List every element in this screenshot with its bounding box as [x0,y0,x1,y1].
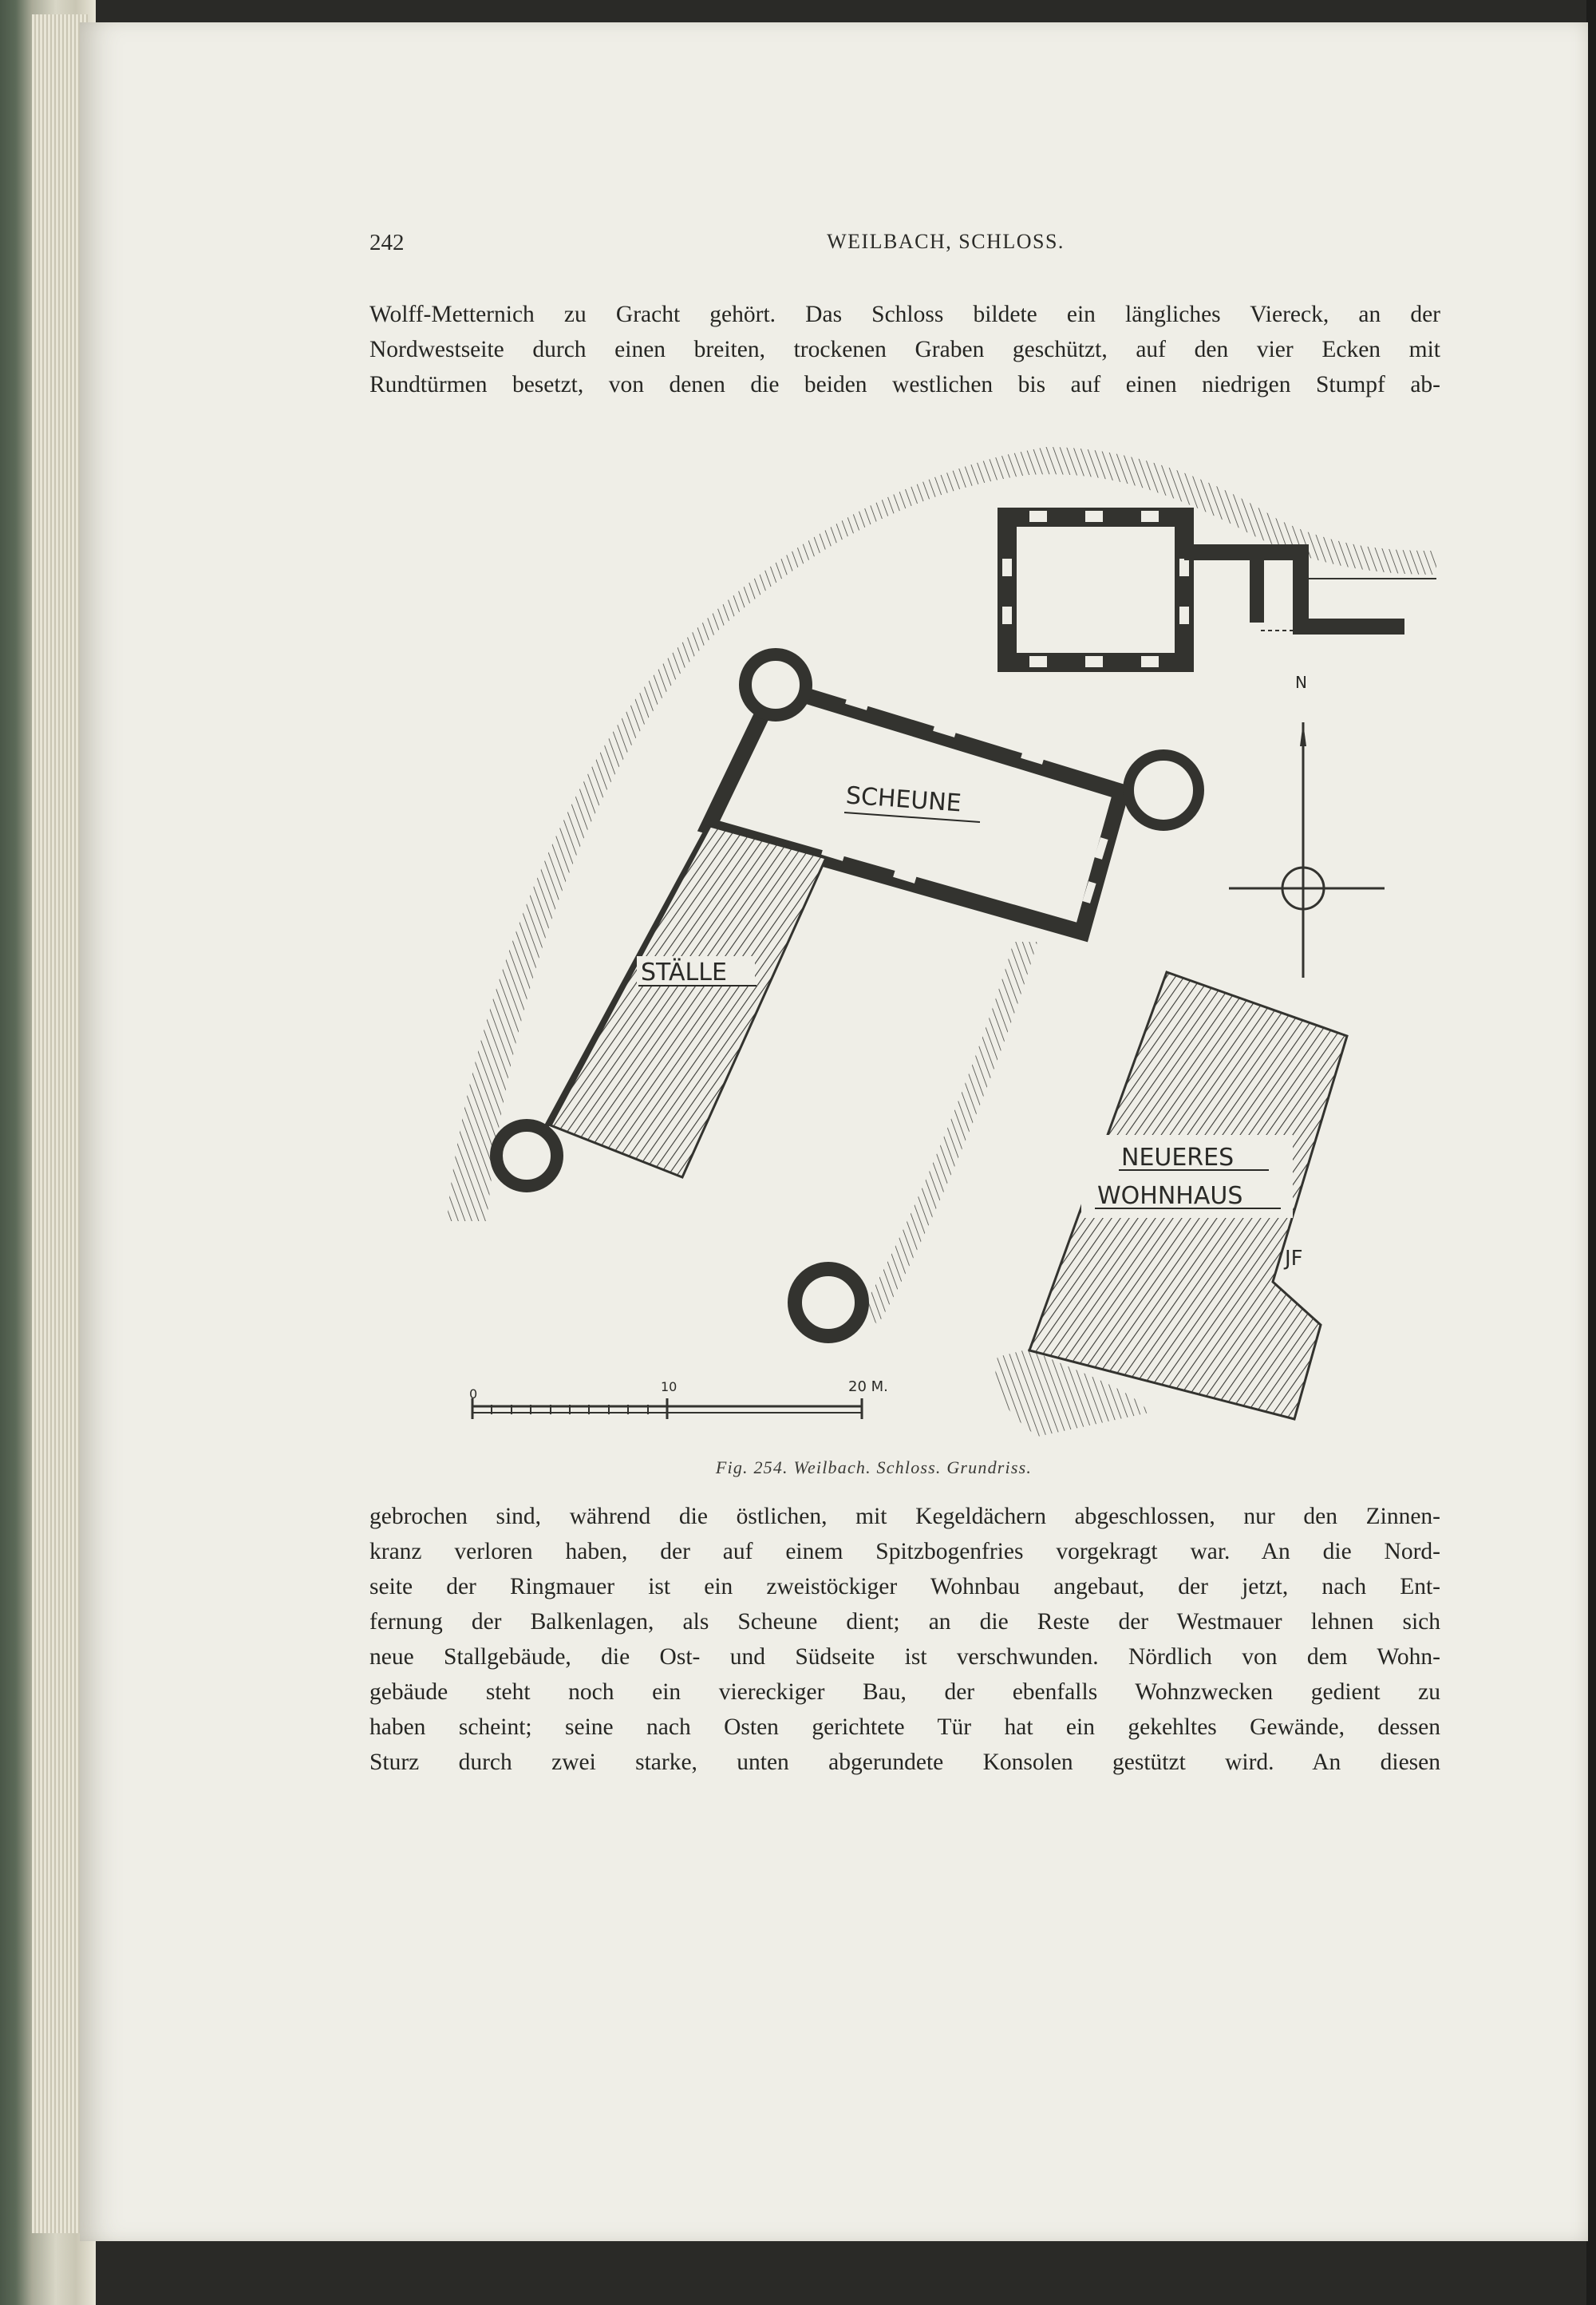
running-title: WEILBACH, SCHLOSS. [827,230,1065,253]
text-line: seite der Ringmauer ist ein zweistöckiger Wohnbau angebaut, der jetzt, nach Ent- [369,1574,1440,1599]
text-line: fernung der Balkenlagen, als Scheune dient; an die Reste der Westmauer lehnen sich [369,1609,1440,1635]
text-line: kranz verloren haben, der auf einem Spitzbogenfries vorgekragt war. An die Nord- [369,1539,1440,1564]
text-line: Nordwestseite durch einen breiten, trockenen Graben geschützt, auf den vier Ecken mit [369,337,1440,362]
tower-nw [745,654,806,715]
moat-inner [862,942,1037,1325]
text-line: haben scheint; seine nach Osten gerichtete Tür hat ein gekehltes Gewände, dessen [369,1714,1440,1740]
text-line: gebrochen sind, während die östlichen, mit Kegeldächern abgeschlossen, nur den Zinnen- [369,1504,1440,1529]
text-line: neue Stallgebäude, die Ost- und Südseite ist verschwunden. Nördlich von dem Wohn- [369,1644,1440,1670]
tower-se [795,1269,862,1336]
scale-bar [469,1378,888,1419]
scale-start: 0 [469,1386,478,1402]
text-line: Sturz durch zwei starke, unten abgerundete Konsolen gestützt wird. An diesen [369,1750,1440,1775]
figure-caption-text: Fig. 254. Weilbach. Schloss. Grundriss. [715,1457,1033,1477]
north-arrow [1229,673,1385,978]
scale-mid: 10 [661,1379,678,1394]
staelle-building [551,826,826,1177]
north-label: N [1295,673,1307,692]
text-line: Rundtürmen besetzt, von denen die beiden westlichen bis auf einen niedrigen Stumpf ab- [369,372,1440,397]
tower-sw [496,1125,557,1186]
page-number: 242 [369,230,405,255]
label-neueres: NEUERES [1121,1144,1235,1172]
label-scheune: SCHEUNE [844,781,962,818]
label-staelle: STÄLLE [641,959,727,986]
north-building-windows [1002,511,1189,667]
figure-caption [0,1457,1436,1478]
paragraph-bottom [369,1499,1440,1780]
label-wohnhaus: WOHNHAUS [1097,1182,1243,1210]
artist-monogram: JF [1285,1247,1303,1271]
text-line: gebäude steht noch ein viereckiger Bau, der ebenfalls Wohnzwecken gedient zu [369,1679,1440,1705]
tower-ne [1128,755,1199,825]
scale-end: 20 M. [848,1378,888,1395]
north-building [1007,517,1184,662]
text-line: Wolff-Metternich zu Gracht gehört. Das Schloss bildete ein längliches Viereck, an der [369,302,1440,327]
